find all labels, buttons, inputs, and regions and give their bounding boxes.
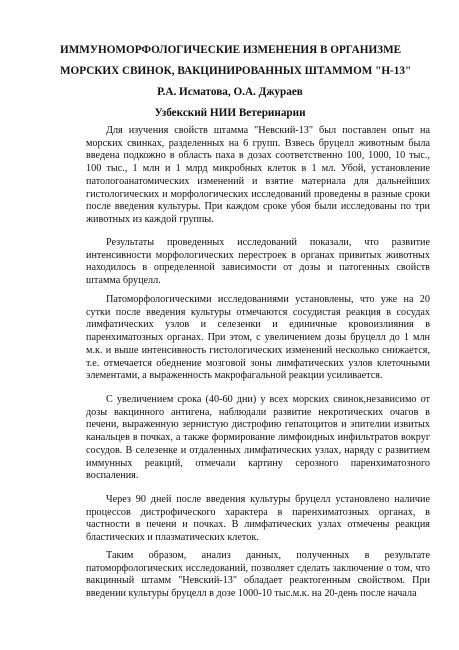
paragraph-1: Для изучения свойств штамма "Невский-13" был поставлен опыт на морских свинках, разделенных на 6 групп. Взвесь бруцелл животным была введена подкожно в область паха в дозах соответственно 100, 1000, 10 тыс., 100 тыс., 1 млн и 1 млрд микробных клеток в 1 мл. Убой, установление патологоанатомических изменений и взятие материала для дальнейших гистологических и морфологических исследований проведены в разные сроки после введения культуры. При каждом сроке убоя были исследованы по три животных из каждой группы. xyxy=(86,125,430,225)
paragraph-5: Через 90 дней после введения культуры бруцелл установлено наличие процессов дистрофического характера в паренхиматозных органах, в частности в печени и почках. В лимфатических узлах отмечены реакция бластических и плазматических клеток. xyxy=(86,494,430,544)
paper-title-line-2: МОРСКИХ СВИНОК, ВАКЦИНИРОВАННЫХ ШТАММОМ "Н-13" xyxy=(60,65,412,77)
paragraph-4: С увеличением срока (40-60 дни) у всех морских свинок,независимо от дозы вакцинного антигена, наблюдали развитие некротических очагов в печени, выраженную зернистую дистрофию гепатоцитов и эпителии извитых канальцев в почках, а также формирование лимфоидных инфильтратов вокруг сосудов. В селезенке и отдаленных лимфатических узлах, наряду с развитием иммунных реакций, отмечали картину серозного паренхиматозного воспаления. xyxy=(86,394,430,482)
paragraph-6: Таким образом, анализ данных, полученных в результате патоморфологических исследований, позволяет сделать заключение о том, что вакцинный штамм "Невский-13" обладает реактогенным свойством. При введении культуры бруцелл в дозе 1000-10 тыс.м.к. на 20-день после начала xyxy=(86,550,430,600)
paper-authors: Р.А. Исматова, О.А. Джураев xyxy=(157,86,303,98)
paragraph-2: Результаты проведенных исследований показали, что развитие интенсивности морфологических перестроек в органах привитых животных находилось в определенной зависимости от дозы и патогенных свойств штамма бруцелл. xyxy=(86,237,430,287)
paper-affiliation: Узбекский НИИ Ветеринарии xyxy=(154,107,306,119)
paragraph-3: Патоморфологическими исследованиями установлены, что уже на 20 сутки после введения культуры отмечаются сосудистая реакция в сосудах лимфатических узлов и селезенки и единичные кровоизлияния в паренхиматозных органах. При этом, с увеличением дозы бруцелл до 1 млн м.к. и выше интенсивность гистологических изменений несколько снижается, т.е. отмечается обеднение мозговой зоны лимфатических узлов клеточными элементами, а выраженность макрофагальной реакции усиливается. xyxy=(86,294,430,382)
paper-title-line-1: ИММУНОМОРФОЛОГИЧЕСКИЕ ИЗМЕНЕНИЯ В ОРГАНИЗМЕ xyxy=(60,44,402,56)
